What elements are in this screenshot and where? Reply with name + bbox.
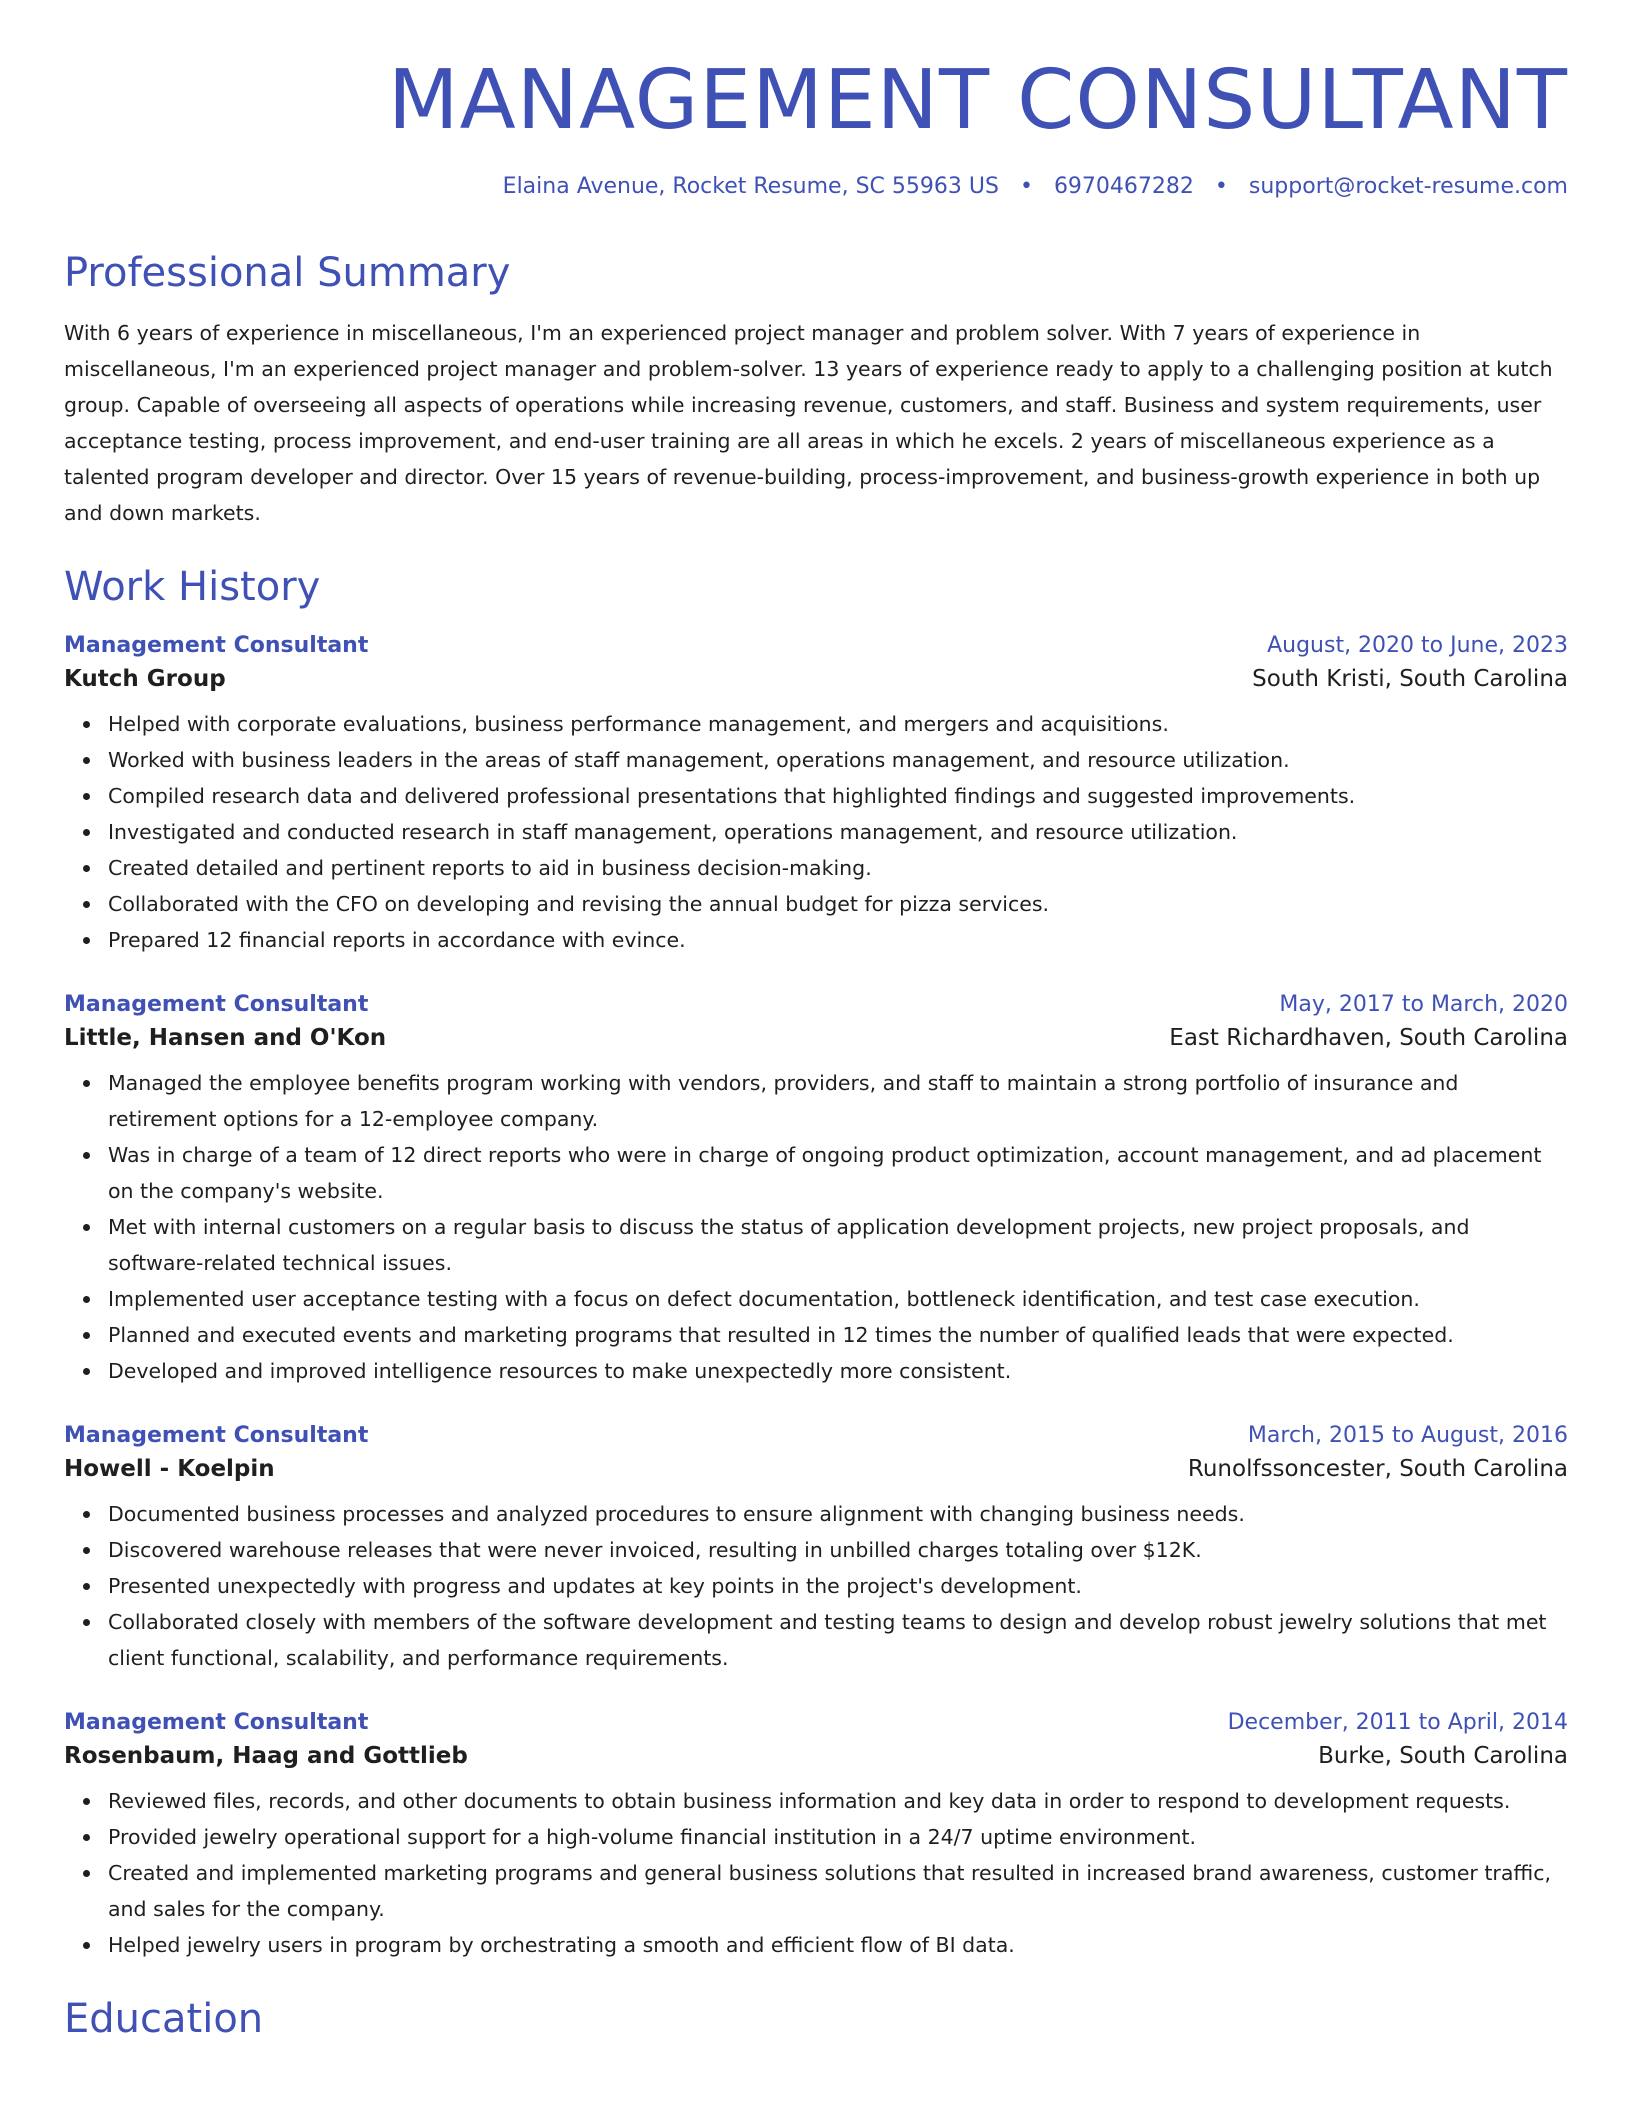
list-item: Reviewed files, records, and other documents to obtain business information and key data in order to respond to development requests. (108, 1783, 1568, 1819)
job-dates: March, 2015 to August, 2016 (1247, 1423, 1568, 1449)
summary-section (64, 249, 1568, 531)
job-title: Management Consultant (64, 1710, 369, 1736)
job-bullets (64, 1065, 1568, 1389)
job-company: Howell - Koelpin (64, 1456, 275, 1483)
education-heading: Education (64, 1996, 264, 2043)
summary-text: With 6 years of experience in miscellaneous, I'm an experienced project manager and problem solver. With 7 years of experience in miscellaneous, I'm an experienced project manager and problem-solver. 13 years of experience ready to apply to a challenging position at kutch group. Capable of overseeing all aspects of operations while increasing revenue, customers, and staff. Business and system requirements, user acceptance testing, process improvement, and end-user training are all areas in which he excels. 2 years of miscellaneous experience as a talented program developer and director. Over 15 years of revenue-building, process-improvement, and business-growth experience in both up and down markets. (64, 321, 1553, 526)
job-entry (64, 633, 1568, 958)
list-item: Planned and executed events and marketing programs that resulted in 12 times the number of qualified leads that were expected. (108, 1317, 1568, 1353)
job-bullets (64, 1496, 1568, 1676)
list-item: Implemented user acceptance testing with a focus on defect documentation, bottleneck identification, and test case execution. (108, 1281, 1568, 1317)
list-item: Worked with business leaders in the areas of staff management, operations management, and resource utilization. (108, 742, 1568, 778)
job-dates: December, 2011 to April, 2014 (1227, 1710, 1568, 1736)
work-history-heading: Work History (64, 564, 321, 611)
job-entry (64, 1710, 1568, 1963)
list-item: Met with internal customers on a regular basis to discuss the status of application development projects, new project proposals, and software-related technical issues. (108, 1209, 1568, 1281)
contact-phone: 6970467282 (1053, 174, 1194, 200)
job-location: Runolfssoncester, South Carolina (1187, 1456, 1568, 1483)
job-header-row (64, 992, 1568, 1017)
job-title: Management Consultant (64, 633, 369, 659)
job-bullets (64, 706, 1568, 958)
list-item: Created and implemented marketing programs and general business solutions that resulted in increased brand awareness, customer traffic, and sales for the company. (108, 1855, 1568, 1927)
page-title: MANAGEMENT CONSULTANT (387, 53, 1568, 148)
list-item: Investigated and conducted research in staff management, operations management, and resource utilization. (108, 814, 1568, 850)
contact-separator: • (1214, 174, 1228, 200)
summary-heading: Professional Summary (64, 250, 511, 297)
list-item: Was in charge of a team of 12 direct reports who were in charge of ongoing product optimization, account management, and ad placement on the company's website. (108, 1137, 1568, 1209)
contact-separator: • (1019, 174, 1033, 200)
job-title: Management Consultant (64, 1423, 369, 1449)
job-header-row (64, 1710, 1568, 1735)
contact-address: Elaina Avenue, Rocket Resume, SC 55963 US (502, 174, 999, 200)
job-bullets (64, 1783, 1568, 1963)
job-header-row (64, 633, 1568, 658)
job-company: Kutch Group (64, 666, 226, 693)
job-dates: August, 2020 to June, 2023 (1267, 633, 1568, 659)
list-item: Discovered warehouse releases that were never invoiced, resulting in unbilled charges totaling over $12K. (108, 1532, 1568, 1568)
job-company: Little, Hansen and O'Kon (64, 1025, 387, 1052)
job-title: Management Consultant (64, 992, 369, 1018)
list-item: Documented business processes and analyzed procedures to ensure alignment with changing business needs. (108, 1496, 1568, 1532)
work-history-section (64, 563, 1568, 1963)
contact-email: support@rocket-resume.com (1248, 174, 1568, 200)
list-item: Developed and improved intelligence resources to make unexpectedly more consistent. (108, 1353, 1568, 1389)
job-location: East Richardhaven, South Carolina (1169, 1025, 1568, 1052)
list-item: Helped jewelry users in program by orchestrating a smooth and efficient flow of BI data. (108, 1927, 1568, 1963)
list-item: Collaborated closely with members of the software development and testing teams to design and develop robust jewelry solutions that met client functional, scalability, and performance requirements. (108, 1604, 1568, 1676)
job-location: South Kristi, South Carolina (1252, 666, 1568, 693)
contact-line (64, 174, 1568, 199)
list-item: Presented unexpectedly with progress and updates at key points in the project's development. (108, 1568, 1568, 1604)
list-item: Prepared 12 financial reports in accordance with evince. (108, 922, 1568, 958)
job-company: Rosenbaum, Haag and Gottlieb (64, 1743, 468, 1770)
education-section (64, 1995, 1568, 2043)
job-dates: May, 2017 to March, 2020 (1279, 992, 1568, 1018)
list-item: Created detailed and pertinent reports to aid in business decision-making. (108, 850, 1568, 886)
list-item: Collaborated with the CFO on developing and revising the annual budget for pizza services. (108, 886, 1568, 922)
job-entry (64, 992, 1568, 1389)
list-item: Compiled research data and delivered professional presentations that highlighted findings and suggested improvements. (108, 778, 1568, 814)
list-item: Provided jewelry operational support for a high-volume financial institution in a 24/7 uptime environment. (108, 1819, 1568, 1855)
job-company-row (64, 1456, 1568, 1482)
job-entry (64, 1423, 1568, 1676)
job-header-row (64, 1423, 1568, 1448)
job-location: Burke, South Carolina (1318, 1743, 1568, 1770)
list-item: Managed the employee benefits program working with vendors, providers, and staff to maintain a strong portfolio of insurance and retirement options for a 12-employee company. (108, 1065, 1568, 1137)
list-item: Helped with corporate evaluations, business performance management, and mergers and acquisitions. (108, 706, 1568, 742)
job-company-row (64, 1025, 1568, 1051)
resume-header (64, 54, 1568, 199)
job-company-row (64, 666, 1568, 692)
job-company-row (64, 1743, 1568, 1769)
